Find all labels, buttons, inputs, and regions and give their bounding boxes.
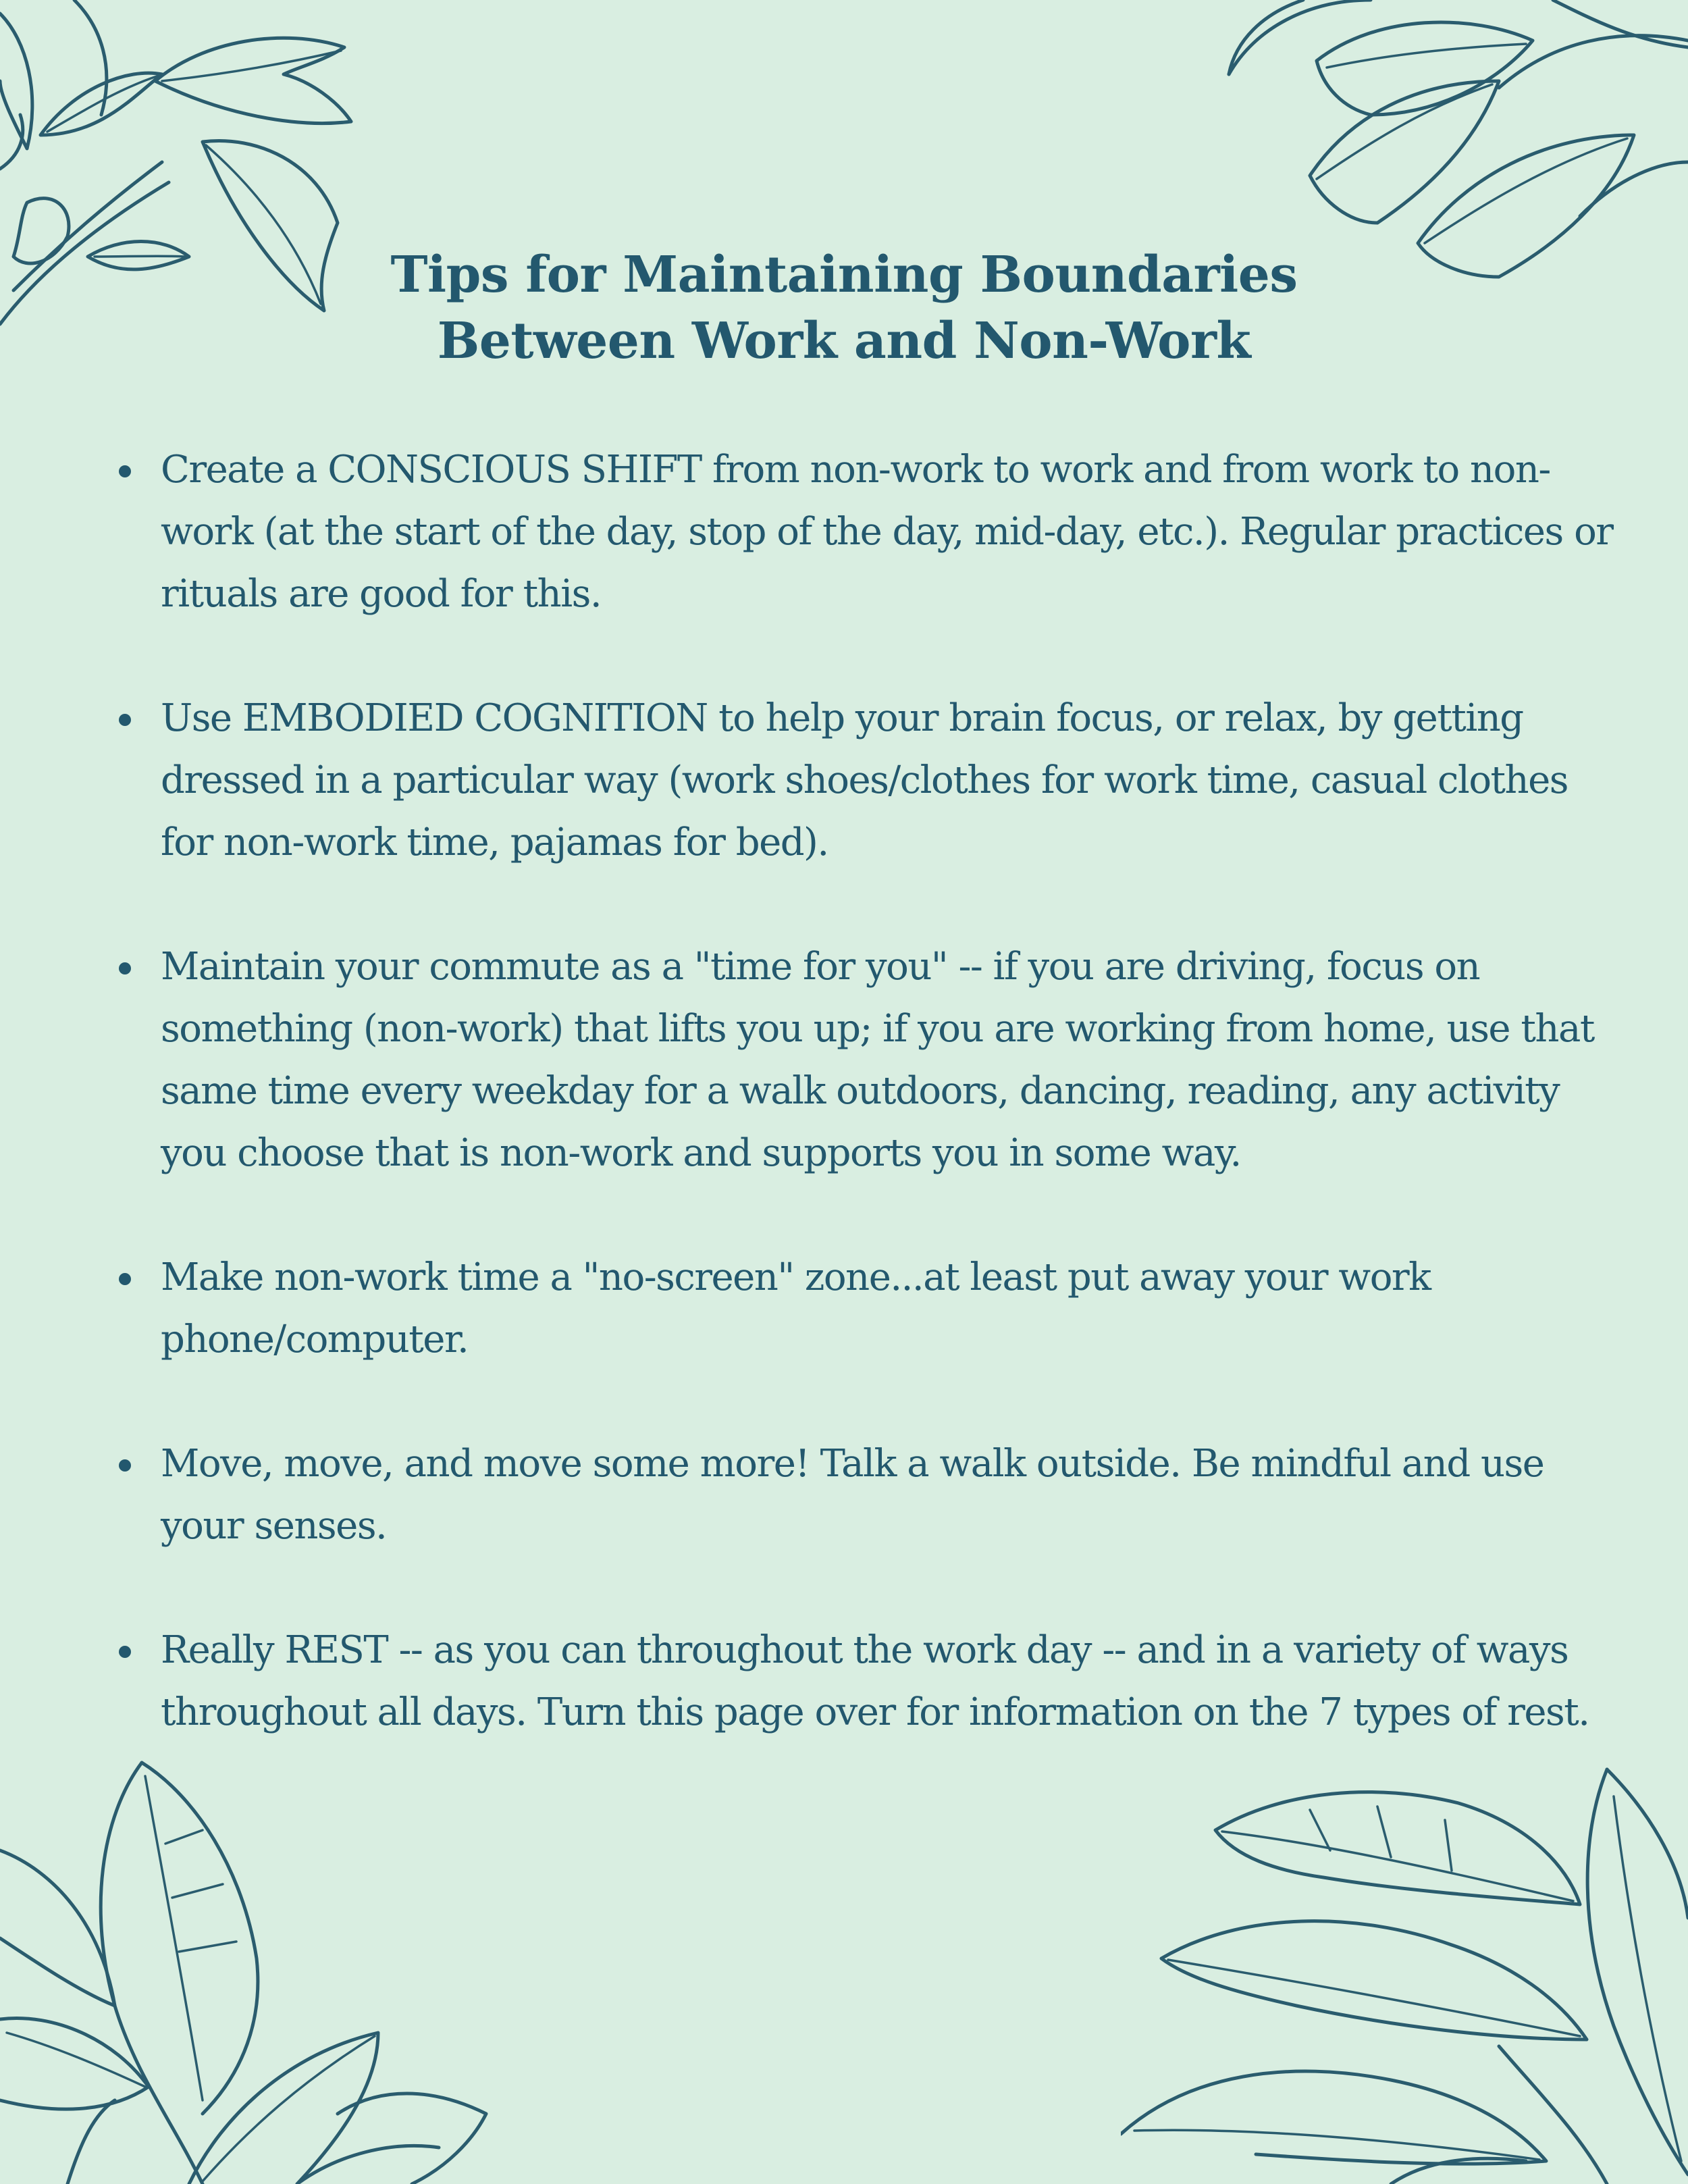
page-title-line-2: Between Work and Non-Work: [437, 312, 1251, 370]
bullet-icon: [119, 1273, 131, 1285]
page-title: [0, 242, 1688, 374]
tips-list: [115, 439, 1620, 1744]
page-title-line-1: Tips for Maintaining Boundaries: [390, 246, 1298, 304]
tip-text: Really REST -- as you can throughout the work day -- and in a variety of ways throughout all days. Turn this page over for information on the 7 types of rest.: [161, 1628, 1589, 1734]
list-item: [115, 439, 1620, 625]
leaves-illustration-bottom-left: [0, 1736, 587, 2184]
bullet-icon: [119, 1459, 131, 1472]
tip-text: Maintain your commute as a "time for you" -- if you are driving, focus on something (non-work) that lifts you up; if you are working from home, use that same time every weekday for a walk outdoors, dancing, reading, any activity you choose that is non-work and supports you in some way.: [161, 945, 1594, 1175]
bullet-icon: [119, 962, 131, 974]
list-item: [115, 936, 1620, 1185]
tip-text: Move, move, and move some more! Talk a walk outside. Be mindful and use your senses.: [161, 1442, 1544, 1548]
list-item: [115, 1619, 1620, 1744]
tip-text: Use EMBODIED COGNITION to help your brain focus, or relax, by getting dressed in a particular way (work shoes/clothes for work time, casual clothes for non-work time, pajamas for bed).: [161, 696, 1568, 864]
tip-text: Make non-work time a "no-screen" zone...at least put away your work phone/computer.: [161, 1255, 1431, 1361]
bullet-icon: [119, 1646, 131, 1658]
tip-text: Create a CONSCIOUS SHIFT from non-work to work and from work to non-work (at the start of the day, stop of the day, mid-day, etc.). Regular practices or rituals are good for this.: [161, 448, 1613, 616]
bullet-icon: [119, 714, 131, 726]
list-item: [115, 1247, 1620, 1371]
list-item: [115, 1433, 1620, 1557]
bullet-icon: [119, 465, 131, 477]
leaves-illustration-bottom-right: [1121, 1756, 1688, 2184]
list-item: [115, 687, 1620, 874]
